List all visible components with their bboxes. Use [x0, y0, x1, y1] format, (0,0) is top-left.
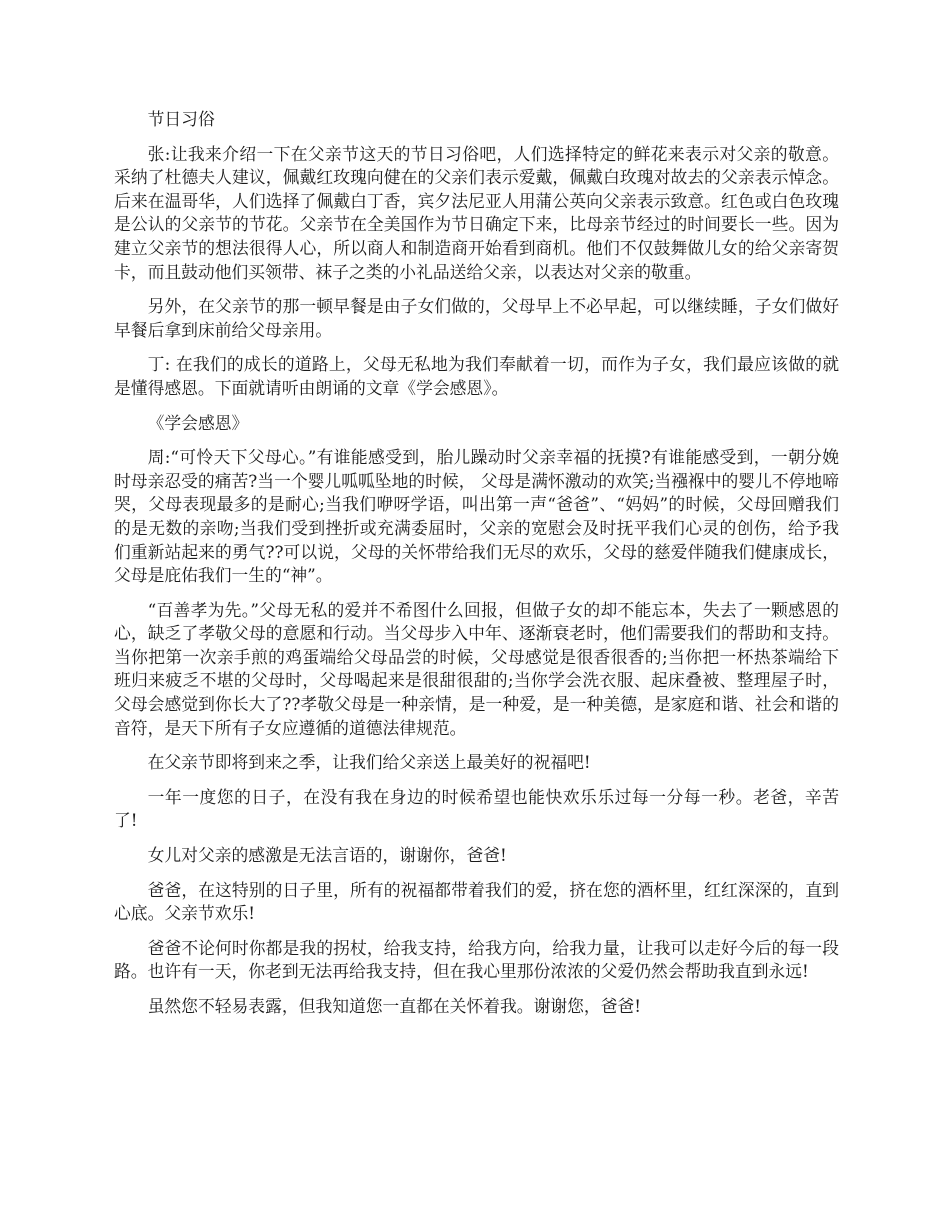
paragraph-customs: 张:让我来介绍一下在父亲节这天的节日习俗吧，人们选择特定的鲜花来表示对父亲的敬意。采纳了杜德夫人建议，佩戴红玫瑰向健在的父亲们表示爱戴，佩戴白玫瑰对故去的父亲表示悼念。后来在温哥华，人们选择了佩戴白丁香，宾夕法尼亚人用蒲公英向父亲表示致意。红色或白色玫瑰是公认的父亲节的节花。父亲节在全美国作为节日确定下来，比母亲节经过的时间要长一些。因为建立父亲节的想法很得人心，所以商人和制造商开始看到商机。他们不仅鼓舞做儿女的给父亲寄贺卡，而且鼓动他们买领带、袜子之类的小礼品送给父亲，以表达对父亲的敬重。 [114, 143, 839, 282]
paragraph-gratitude-intro: 丁: 在我们的成长的道路上，父母无私地为我们奉献着一切，而作为子女，我们最应该做的就是懂得感恩。下面就请听由朗诵的文章《学会感恩》。 [114, 354, 839, 398]
paragraph-parents-heart: 周:“可怜天下父母心。”有谁能感受到，胎儿躁动时父亲幸福的抚摸?有谁能感受到，一朝分娩时母亲忍受的痛苦?当一个婴儿呱呱坠地的时候， 父母是满怀激动的欢笑;当襁褓中的婴儿不停地啼哭，父母表现最多的是耐心;当我们咿呀学语，叫出第一声“爸爸”、“妈妈”的时候，父母回赠我们的是无数的亲吻;当我们受到挫折或充满委屈时，父亲的宽慰会及时抚平我们心灵的创伤，给予我们重新站起来的勇气??可以说，父母的关怀带给我们无尽的欢乐，父母的慈爱伴随我们健康成长，父母是庇佑我们一生的“神”。 [114, 447, 839, 586]
paragraph-breakfast: 另外，在父亲节的那一顿早餐是由子女们做的，父母早上不必早起，可以继续睡，子女们做好早餐后拿到床前给父母亲用。 [114, 296, 839, 340]
paragraph-blessing-5: 虽然您不轻易表露，但我知道您一直都在关怀着我。谢谢您，爸爸! [147, 996, 641, 1016]
paragraph-blessing-4: 爸爸不论何时你都是我的拐杖，给我支持，给我方向，给我力量，让我可以走好今后的每一段路。也许有一天，你老到无法再给我支持，但在我心里那份浓浓的父爱仍然会帮助我直到永远! [114, 937, 839, 982]
paragraph-blessing-intro: 在父亲节即将到来之季，让我们给父亲送上最美好的祝福吧! [147, 752, 591, 773]
paragraph-blessing-3: 爸爸，在这特别的日子里，所有的祝福都带着我们的爱，挤在您的酒杯里，红红深深的，直到心底。父亲节欢乐! [114, 879, 839, 924]
paragraph-blessing-1: 一年一度您的日子，在没有我在身边的时候希望也能快欢乐乐过每一分每一秒。老爸，辛苦了! [114, 786, 839, 831]
article-title: 《学会感恩》 [147, 412, 249, 433]
section-title: 节日习俗 [147, 109, 215, 129]
paragraph-blessing-2: 女儿对父亲的感激是无法言语的，谢谢你，爸爸! [147, 845, 507, 866]
paragraph-filial-piety: “百善孝为先。”父母无私的爱并不希图什么回报，但做子女的却不能忘本，失去了一颗感恩的心，缺乏了孝敬父母的意愿和行动。当父母步入中年、逐渐衰老时，他们需要我们的帮助和支持。当你把第一次亲手煎的鸡蛋端给父母品尝的时候，父母感觉是很香很香的;当你把一杯热茶端给下班归来疲乏不堪的父母时，父母喝起来是很甜很甜的;当你学会洗衣服、起床叠被、整理屋子时，父母会感觉到你长大了??孝敬父母是一种亲情，是一种爱，是一种美德，是家庭和谐、社会和谐的音符，是天下所有子女应遵循的道德法律规范。 [114, 599, 839, 738]
document-body [114, 108, 839, 1030]
